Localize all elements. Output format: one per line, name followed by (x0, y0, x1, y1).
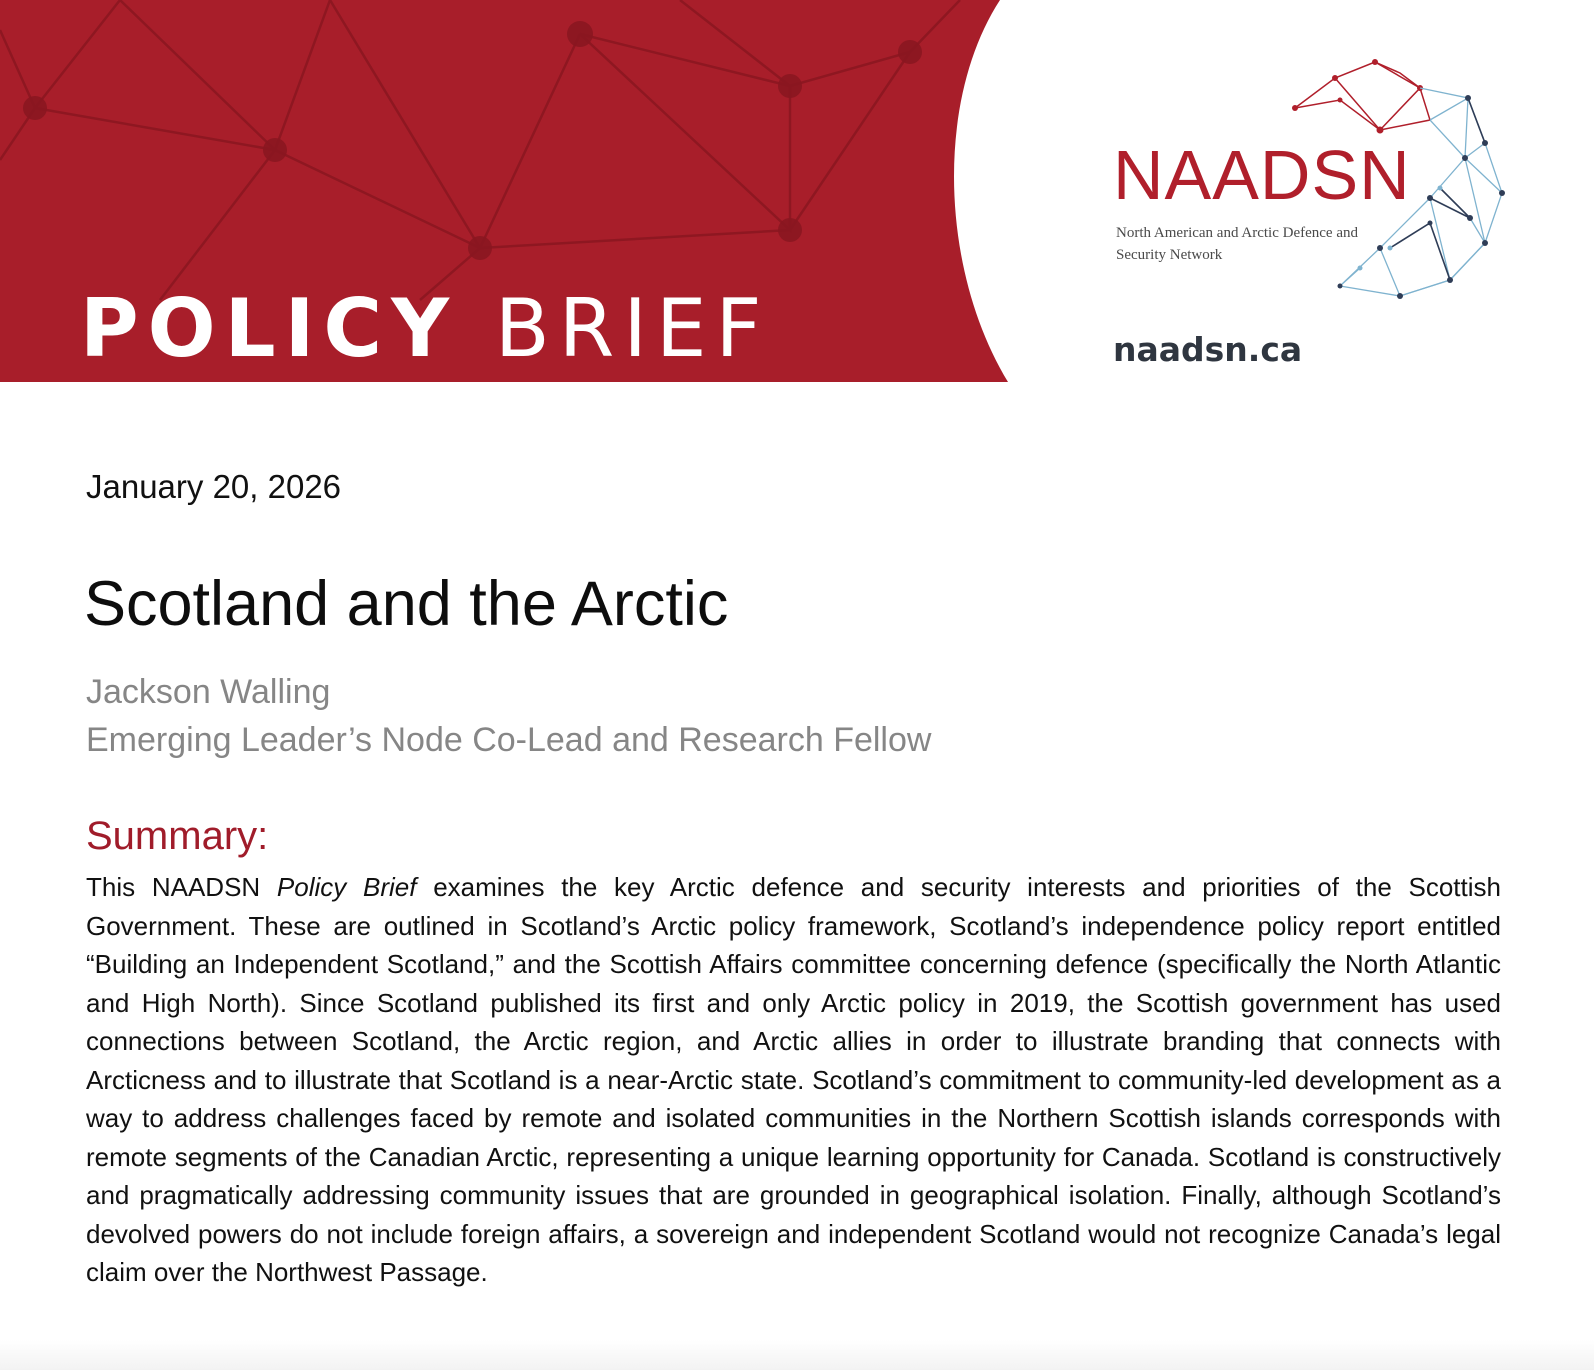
author-block (86, 668, 931, 764)
author-role: Emerging Leader’s Node Co-Lead and Research Fellow (86, 721, 932, 759)
logo-tagline: North American and Arctic Defence and Security Network (1116, 225, 1358, 263)
banner-title-light: BRIEF (494, 282, 771, 375)
summary-paragraph (86, 868, 1501, 1292)
summary-text-rest: examines the key Arctic defence and security interests and priorities of the Scottish Government. These are outlined in Scotland’s Arctic policy framework, Scotland’s independence policy report entitled “Building an Independent Scotland,” and the Scottish Affairs committee concerning defence (specifically the North Atlantic and High North). Since Scotland published its first and only Arctic policy in 2019, the Scottish government has used connections between Scotland, the Arctic region, and Arctic allies in order to illustrate branding that connects with Arcticness and to illustrate that Scotland is a near-Arctic state. Scotland’s commitment to community-led development as a way to address challenges faced by remote and isolated communities in the Northern Scottish islands corresponds with remote segments of the Canadian Arctic, representing a unique learning opportunity for Canada. Scotland is constructively and pragmatically addressing community issues that are grounded in geographical isolation. Finally, although Scotland’s devolved powers do not include foreign affairs, a sovereign and independent Scotland would not recognize Canada’s legal claim over the Northwest Passage. (86, 872, 1501, 1287)
document-title: Scotland and the Arctic (84, 569, 729, 639)
banner-title (80, 282, 771, 375)
website-link[interactable]: naadsn.ca (1113, 330, 1303, 369)
page-bottom-shadow (0, 1340, 1594, 1370)
summary-text-start: This NAADSN (86, 872, 277, 902)
publication-date: January 20, 2026 (86, 468, 342, 505)
page-header (0, 0, 1594, 420)
author-name: Jackson Walling (86, 673, 331, 711)
logo-wordmark: NAADSN (1113, 136, 1411, 214)
banner-title-bold: POLICY (80, 282, 459, 375)
summary-heading: Summary: (86, 814, 269, 858)
summary-emphasis: Policy Brief (276, 872, 417, 902)
